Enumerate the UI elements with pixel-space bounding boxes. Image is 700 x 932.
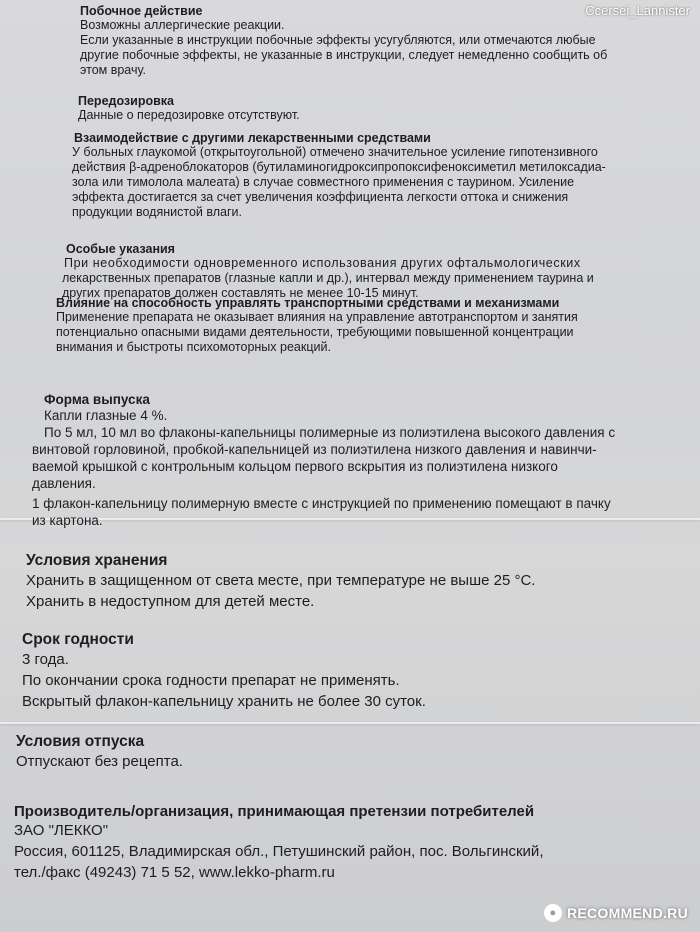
text-line: Если указанные в инструкции побочные эффекты усугубляются, или отмечаются любые [80, 33, 596, 47]
section-title: Влияние на способность управлять транспортными средствами и механизмами [56, 296, 560, 310]
section-overdose [0, 94, 700, 123]
section-title: Форма выпуска [44, 392, 150, 407]
text-line: зола или тимолола малеата) в случае совместного применения с таурином. Усиление [72, 175, 575, 189]
paper-fold [0, 722, 700, 724]
text-line: потенциально опасными видами деятельности, требующими повышенной концентрации [56, 325, 574, 339]
text-line: этом врачу. [80, 63, 146, 77]
text-line: лекарственных препаратов (глазные капли и др.), интервал между применением таурина и [62, 271, 594, 285]
text-line: давления. [32, 476, 96, 491]
section-title: Производитель/организация, принимающая претензии потребителей [14, 803, 535, 820]
text-line: Отпускают без рецепта. [16, 753, 183, 770]
text-line: По 5 мл, 10 мл во флаконы-капельницы полимерные из полиэтилена высокого давления с [44, 425, 616, 440]
section-side-effects [0, 4, 700, 78]
section-title: Побочное действие [80, 4, 203, 18]
text-line: ваемой крышкой с контрольным кольцом первого вскрытия из полиэтилена низкого [32, 459, 558, 474]
author-watermark: Ccersei_Lannister [585, 3, 690, 18]
section-driving [0, 296, 700, 355]
text-line: Возможны аллергические реакции. [80, 18, 285, 32]
text-line: Данные о передозировке отсутствуют. [78, 108, 300, 122]
section-manufacturer [0, 803, 700, 883]
text-line: 3 года. [22, 651, 69, 668]
text-line: Хранить в недоступном для детей месте. [26, 593, 315, 610]
section-dispensing [0, 733, 700, 772]
section-title: Передозировка [78, 94, 174, 108]
text-line: из картона. [32, 513, 103, 528]
site-name: RECOMMEND.RU [566, 905, 688, 921]
section-title: Условия хранения [26, 552, 168, 569]
site-watermark [544, 904, 688, 922]
text-line: Применение препарата не оказывает влияния на управление автотранспортом и занятия [56, 310, 578, 324]
section-title: Срок годности [22, 631, 134, 648]
section-storage [0, 552, 700, 612]
section-title: Условия отпуска [16, 733, 145, 750]
text-line: другие побочные эффекты, не указанные в инструкции, следует немедленно сообщить об [80, 48, 608, 62]
text-line: других препаратов должен составлять не менее 10-15 минут. [62, 286, 419, 300]
recommend-logo-icon: ● [544, 904, 562, 922]
text-line: Вскрытый флакон-капельницу хранить не более 30 суток. [22, 693, 426, 710]
section-title: Особые указания [66, 242, 175, 256]
text-line: Капли глазные 4 %. [44, 408, 168, 423]
text-line: тел./факс (49243) 71 5 52, www.lekko-pharm.ru [14, 864, 335, 881]
text-line: 1 флакон-капельницу полимерную вместе с инструкцией по применению помещают в пачку [32, 496, 611, 511]
section-title: Взаимодействие с другими лекарственными средствами [74, 131, 431, 145]
text-line: При необходимости одновременного использования других офтальмологических [64, 256, 581, 270]
text-line: эффекта достигается за счет увеличения коэффициента легкости оттока и снижения [72, 190, 569, 204]
text-line: винтовой горловиной, пробкой-капельницей из полиэтилена низкого давления и навинчи- [32, 442, 597, 457]
text-line: У больных глаукомой (открытоугольной) отмечено значительное усиление гипотензивного [72, 145, 598, 159]
text-line: внимания и быстроты психомоторных реакций. [56, 340, 331, 354]
text-line: Россия, 601125, Владимирская обл., Петушинский район, пос. Вольгинский, [14, 843, 544, 860]
text-line: продукции водянистой влаги. [72, 205, 242, 219]
text-line: Хранить в защищенном от света месте, при температуре не выше 25 °C. [26, 572, 536, 589]
section-shelf-life [0, 631, 700, 712]
section-special-instructions [0, 242, 700, 301]
text-line: действия β-адреноблокаторов (бутиламиногидроксипропоксифеноксиметил метилоксадиа- [72, 160, 606, 174]
section-release-form [0, 392, 700, 529]
text-line: ЗАО "ЛЕККО" [14, 822, 109, 839]
text-line: По окончании срока годности препарат не применять. [22, 672, 400, 689]
section-interactions [0, 131, 700, 220]
